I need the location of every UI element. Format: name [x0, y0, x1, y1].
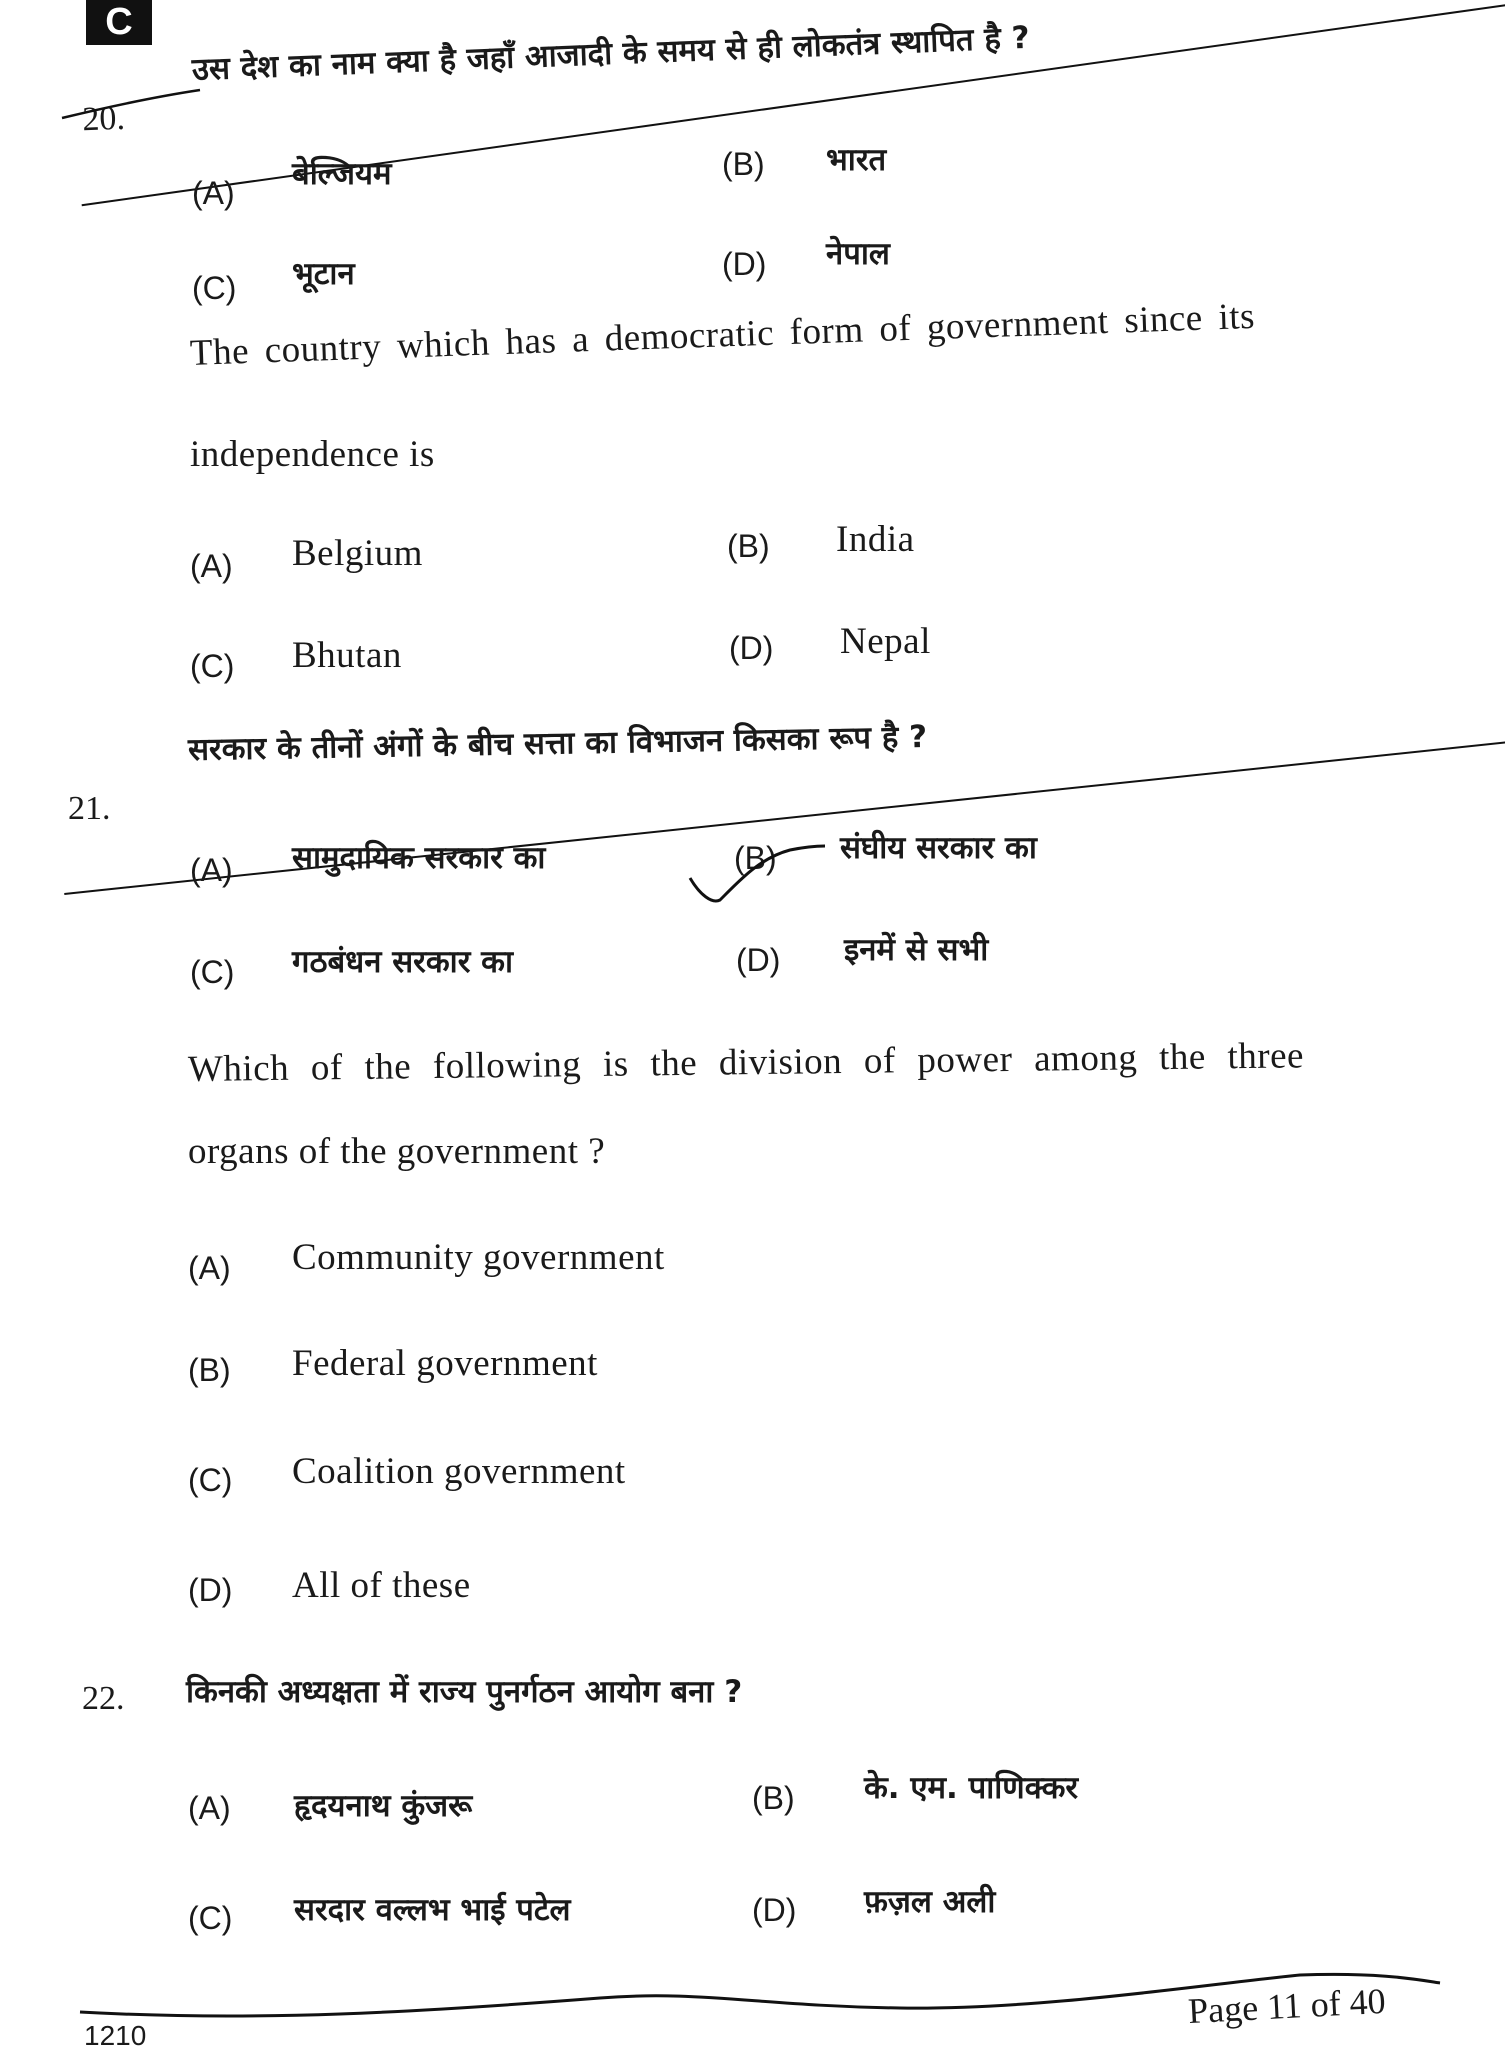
question-text-hindi: उस देश का नाम क्या है जहाँ आजादी के समय से ही लोकतंत्र स्थापित है ? [191, 19, 1031, 88]
option-label: (A) [192, 175, 235, 211]
option-text: Community government [292, 1237, 665, 1278]
option-text: के. एम. पाणिक्कर [864, 1770, 1079, 1806]
option-text: सरदार वल्लभ भाई पटेल [294, 1892, 571, 1928]
paper-code: 1210 [84, 2020, 147, 2051]
option-text: India [836, 519, 915, 560]
option-label: (B) [752, 1780, 795, 1816]
option-text: Coalition government [292, 1451, 626, 1492]
option-text: भारत [826, 142, 887, 178]
question-text-english-line2: organs of the government ? [188, 1131, 606, 1172]
question-text-english-line1: Which of the following is the division of power among the three [187, 1035, 1305, 1090]
page-number: Page 11 of 40 [1187, 1980, 1387, 2032]
option-label: (C) [190, 954, 235, 990]
option-text: इनमें से सभी [844, 932, 989, 968]
option-text: All of these [292, 1565, 471, 1606]
option-text: Bhutan [292, 635, 402, 676]
tick-mark-icon [690, 846, 825, 901]
question-text-english-line2: independence is [190, 434, 435, 475]
option-text: सामुदायिक सरकार का [292, 840, 546, 876]
option-label: (D) [736, 942, 781, 978]
option-label: (A) [190, 852, 233, 888]
question-text-hindi: सरकार के तीनों अंगों के बीच सत्ता का विभाजन किसका रूप है ? [187, 719, 928, 768]
option-text: Nepal [840, 621, 931, 662]
question-text-hindi: किनकी अध्यक्षता में राज्य पुनर्गठन आयोग बना ? [186, 1674, 743, 1710]
option-label: (C) [190, 648, 235, 684]
option-label: (A) [190, 548, 233, 584]
option-label: (B) [188, 1352, 231, 1388]
option-text: संघीय सरकार का [840, 830, 1037, 866]
option-label: (D) [752, 1892, 797, 1928]
option-label: (A) [188, 1790, 231, 1826]
option-label: (D) [188, 1572, 233, 1608]
question-number: 21. [68, 790, 1505, 828]
option-label: (B) [722, 146, 765, 182]
option-label: (B) [734, 840, 777, 876]
option-text: फ़ज़ल अली [864, 1884, 996, 1920]
option-label: (D) [729, 630, 774, 666]
option-text: हृदयनाथ कुंजरू [294, 1788, 473, 1824]
option-label: (B) [727, 528, 770, 564]
set-code-badge: C [86, 0, 152, 45]
pen-stroke-q20 [62, 90, 200, 118]
option-label: (C) [188, 1900, 233, 1936]
question-number: 22. [82, 1680, 125, 1717]
option-text: Federal government [292, 1343, 598, 1384]
question-text-english-line1: The country which has a democratic form of government since its [189, 295, 1256, 374]
option-label: (C) [192, 270, 237, 306]
option-text: Belgium [292, 533, 423, 574]
option-label: (D) [722, 246, 767, 282]
question-number: 20. [82, 49, 1505, 140]
option-text: बेल्जियम [292, 156, 392, 192]
option-text: भूटान [292, 256, 355, 292]
option-text: नेपाल [826, 236, 890, 272]
option-label: (A) [188, 1250, 231, 1286]
option-text: गठबंधन सरकार का [292, 944, 514, 980]
option-label: (C) [188, 1462, 233, 1498]
